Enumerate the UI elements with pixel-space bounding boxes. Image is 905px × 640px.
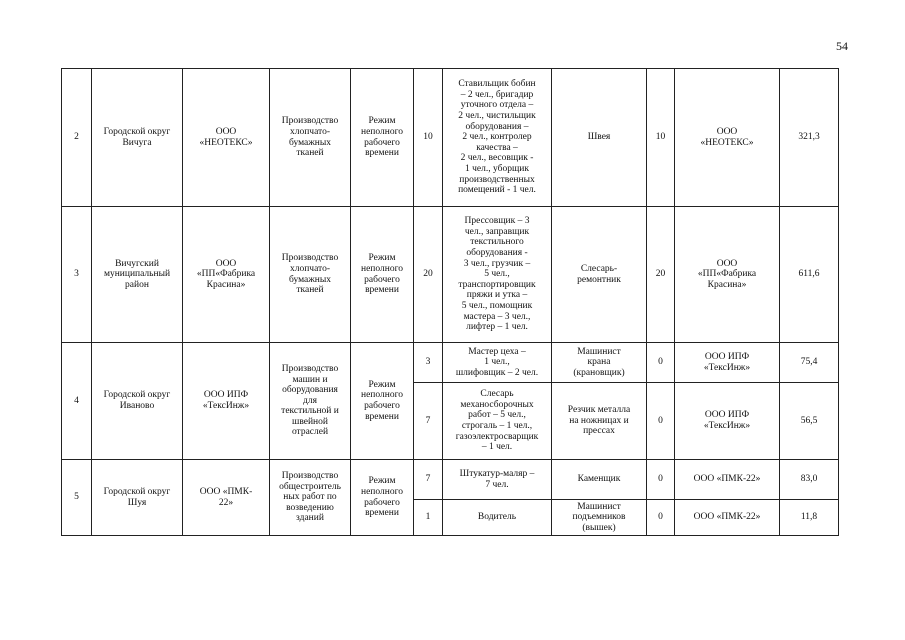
activity-cell-line: общестроитель <box>279 481 341 492</box>
training-org-cell-line: ООО ИПФ <box>704 351 750 362</box>
positions-cell-line: уточного отдела – <box>460 100 534 111</box>
profession-cell-line: Швея <box>587 132 611 143</box>
training-org-cell <box>675 460 780 500</box>
profession-cell <box>552 343 647 383</box>
district-cell-line: район <box>125 279 149 290</box>
positions-cell <box>443 343 552 383</box>
trainees-count-cell <box>647 500 675 536</box>
training-org-cell-line: Красина» <box>707 279 747 290</box>
work-mode-cell-line: Режим <box>368 116 396 127</box>
activity-cell-line: хлопчато- <box>289 126 330 137</box>
work-mode-cell-line: неполного <box>361 263 403 274</box>
work-mode-cell-line: неполного <box>361 486 403 497</box>
positions-cell-line: 5 чел., <box>484 269 510 280</box>
trainees-count-cell-line: 0 <box>658 415 663 426</box>
profession-cell-line: (вышек) <box>582 522 616 533</box>
trainees-count-cell-line: 0 <box>658 474 663 485</box>
training-org-cell-line: «ТексИнж» <box>703 362 751 373</box>
positions-cell-line: лифтер – 1 чел. <box>466 322 528 333</box>
training-org-cell-line: ООО <box>716 126 738 137</box>
trainees-count-cell <box>647 207 675 343</box>
positions-cell-line: – 1 чел. <box>481 442 513 453</box>
positions-cell-line: газоэлектросварщик <box>455 431 539 442</box>
activity-cell <box>270 460 351 536</box>
positions-cell-line: шлифовщик – 2 чел. <box>455 367 539 378</box>
workers-count-cell <box>414 460 443 500</box>
training-org-cell-line: «ТексИнж» <box>703 421 751 431</box>
workers-count-cell-line: 10 <box>423 132 433 143</box>
work-mode-cell-line: неполного <box>361 390 403 401</box>
training-org-cell <box>675 383 780 460</box>
organization-cell-line: ООО ИПФ <box>203 390 249 401</box>
work-mode-cell <box>351 343 414 460</box>
table-row <box>62 343 839 383</box>
work-mode-cell-line: Режим <box>368 379 396 390</box>
training-org-cell <box>675 207 780 343</box>
work-mode-cell-line: времени <box>365 411 399 422</box>
row-number-line: 4 <box>74 395 79 406</box>
workers-count-cell <box>414 383 443 460</box>
row-number-line: 2 <box>74 132 79 143</box>
training-org-cell-line: ООО «ПМК-22» <box>693 512 761 523</box>
activity-cell-line: текстильной и <box>281 406 339 417</box>
row-number <box>62 69 92 207</box>
activity-cell-line: ных работ по <box>283 492 337 503</box>
positions-cell <box>443 383 552 460</box>
positions-cell-line: текстильного <box>470 237 524 248</box>
positions-cell-line: помещений - 1 чел. <box>458 185 536 196</box>
amount-cell <box>780 343 839 383</box>
work-mode-cell <box>351 69 414 207</box>
activity-cell <box>270 69 351 207</box>
training-org-cell <box>675 343 780 383</box>
positions-cell-line: 2 чел., контролер <box>462 132 532 143</box>
organization-cell-line: «ПП«Фабрика <box>196 269 256 280</box>
trainees-count-cell <box>647 69 675 207</box>
positions-cell-line: 2 чел., чистильщик <box>458 111 536 122</box>
workers-count-cell-line: 1 <box>425 512 431 523</box>
amount-cell <box>780 460 839 500</box>
work-mode-cell-line: рабочего <box>364 497 400 508</box>
training-org-cell-line: ООО ИПФ <box>704 410 750 421</box>
table-row <box>62 69 839 207</box>
positions-cell-line: 2 чел., весовщик - <box>460 153 534 164</box>
organization-cell-line: 22» <box>218 497 234 508</box>
amount-cell-line: 321,3 <box>798 132 820 143</box>
profession-cell <box>552 207 647 343</box>
positions-cell-line: работ – 5 чел., <box>468 410 526 421</box>
district-cell <box>92 207 183 343</box>
positions-cell <box>443 500 552 536</box>
amount-cell-line: 75,4 <box>800 357 818 368</box>
activity-cell-line: тканей <box>296 285 324 296</box>
district-cell-line: Шуя <box>127 497 147 508</box>
district-cell <box>92 343 183 460</box>
positions-cell-line: механосборочных <box>460 399 534 410</box>
positions-cell <box>443 69 552 207</box>
district-cell-line: Вичуга <box>122 137 152 148</box>
activity-cell-line: Производство <box>281 363 339 374</box>
positions-cell-line: оборудования - <box>466 248 528 259</box>
training-org-cell-line: ООО «ПМК-22» <box>693 474 761 485</box>
positions-cell-line: Ставильщик бобин <box>458 79 536 90</box>
positions-cell-line: строгаль – 1 чел., <box>461 421 533 431</box>
workers-count-cell <box>414 343 443 383</box>
row-number <box>62 207 92 343</box>
organization-cell-line: Красина» <box>206 279 246 290</box>
trainees-count-cell <box>647 383 675 460</box>
positions-cell-line: чел., заправщик <box>464 226 530 237</box>
activity-cell-line: швейной <box>292 416 328 427</box>
workers-count-cell-line: 7 <box>425 474 431 485</box>
amount-cell-line: 56,5 <box>800 415 818 426</box>
positions-cell-line: оборудования – <box>465 121 529 132</box>
activity-cell-line: тканей <box>296 148 324 159</box>
district-cell-line: Вичугский <box>115 258 159 269</box>
profession-cell-line: Каменщик <box>577 474 621 485</box>
table-row <box>62 207 839 343</box>
positions-cell-line: мастера – 3 чел., <box>463 311 531 322</box>
trainees-count-cell-line: 0 <box>658 357 663 368</box>
work-mode-cell-line: времени <box>365 148 399 159</box>
work-mode-cell-line: времени <box>365 285 399 296</box>
activity-cell-line: возведению <box>286 502 334 513</box>
workers-count-cell <box>414 207 443 343</box>
district-cell-line: Городской округ <box>103 126 171 137</box>
organization-cell-line: ООО «ПМК- <box>199 486 253 497</box>
profession-cell-line: Машинист <box>577 346 621 357</box>
work-mode-cell-line: рабочего <box>364 274 400 285</box>
positions-cell-line: 7 чел. <box>485 479 509 490</box>
organization-cell-line: ООО <box>215 258 237 269</box>
activity-cell-line: Производство <box>281 116 339 127</box>
positions-cell-line: 1 чел., уборщик <box>465 163 529 174</box>
work-mode-cell-line: рабочего <box>364 401 400 411</box>
positions-cell-line: транспортировщик <box>458 279 536 290</box>
amount-cell-line: 611,6 <box>798 269 820 280</box>
amount-cell <box>780 207 839 343</box>
training-org-cell <box>675 500 780 536</box>
profession-cell <box>552 500 647 536</box>
activity-cell-line: машин и <box>292 374 328 385</box>
organization-cell-line: «ТексИнж» <box>202 401 250 411</box>
amount-cell <box>780 383 839 460</box>
activity-cell-line: оборудования <box>282 385 338 396</box>
positions-cell-line: Водитель <box>477 512 517 523</box>
work-mode-cell-line: времени <box>365 508 399 519</box>
activity-cell-line: хлопчато- <box>289 263 330 274</box>
profession-cell-line: Слесарь- <box>580 263 618 274</box>
profession-cell <box>552 383 647 460</box>
positions-cell-line: 3 чел., грузчик – <box>463 258 531 269</box>
district-cell-line: муниципальный <box>103 269 171 280</box>
organization-cell-line: ООО <box>215 126 237 137</box>
positions-cell-line: 1 чел., <box>484 357 510 368</box>
profession-cell <box>552 460 647 500</box>
workers-count-cell <box>414 500 443 536</box>
work-mode-cell-line: неполного <box>361 126 403 137</box>
work-mode-cell-line: Режим <box>368 253 396 264</box>
training-org-cell <box>675 69 780 207</box>
district-cell-line: Городской округ <box>103 390 171 401</box>
trainees-count-cell-line: 0 <box>658 512 663 523</box>
row-number <box>62 343 92 460</box>
profession-cell-line: ремонтник <box>577 274 621 285</box>
work-mode-cell-line: рабочего <box>364 137 400 148</box>
activity-cell <box>270 343 351 460</box>
trainees-count-cell <box>647 460 675 500</box>
activity-cell-line: Производство <box>281 471 339 482</box>
training-org-cell-line: «ПП«Фабрика <box>697 269 757 280</box>
row-number-line: 5 <box>74 492 79 503</box>
workers-count-cell <box>414 69 443 207</box>
district-cell-line: Иваново <box>119 401 155 411</box>
table-row <box>62 460 839 500</box>
row-number <box>62 460 92 536</box>
profession-cell-line: (крановщик) <box>573 367 625 378</box>
positions-cell-line: пряжи и утка – <box>466 290 528 301</box>
work-mode-cell <box>351 207 414 343</box>
positions-cell-line: Штукатур-маляр – <box>459 468 535 479</box>
district-cell-line: Городской округ <box>103 486 171 497</box>
positions-cell-line: – 2 чел., бригадир <box>460 89 534 100</box>
amount-cell-line: 83,0 <box>800 474 818 485</box>
positions-cell-line: 5 чел., помощник <box>461 300 533 311</box>
activity-cell-line: зданий <box>296 513 324 524</box>
profession-cell-line: подъемников <box>572 512 626 523</box>
profession-cell <box>552 69 647 207</box>
trainees-count-cell <box>647 343 675 383</box>
profession-cell-line: прессах <box>583 426 615 437</box>
amount-cell <box>780 500 839 536</box>
positions-cell-line: качества – <box>476 142 518 153</box>
positions-cell-line: Прессовщик – 3 <box>464 216 530 227</box>
page-number: 54 <box>836 39 848 53</box>
activity-cell-line: для <box>303 395 317 406</box>
district-cell <box>92 69 183 207</box>
work-mode-cell <box>351 460 414 536</box>
activity-cell-line: бумажных <box>288 137 332 148</box>
workers-count-cell-line: 20 <box>423 269 433 280</box>
organization-cell <box>183 460 270 536</box>
training-org-cell-line: «НЕОТЕКС» <box>700 137 754 148</box>
trainees-count-cell-line: 20 <box>655 269 666 280</box>
positions-cell <box>443 460 552 500</box>
activity-cell-line: Производство <box>281 253 339 264</box>
activity-cell-line: отраслей <box>291 427 329 438</box>
district-cell <box>92 460 183 536</box>
amount-cell-line: 11,8 <box>800 512 818 523</box>
organization-cell <box>183 343 270 460</box>
trainees-count-cell-line: 10 <box>655 132 666 143</box>
positions-cell-line: Мастер цеха – <box>468 346 526 357</box>
amount-cell <box>780 69 839 207</box>
positions-cell-line: Слесарь <box>480 389 514 400</box>
profession-cell-line: Машинист <box>577 501 621 512</box>
activity-cell <box>270 207 351 343</box>
organization-cell <box>183 207 270 343</box>
activity-cell-line: бумажных <box>288 274 332 285</box>
profession-cell-line: крана <box>587 357 611 368</box>
profession-cell-line: на ножницах и <box>569 415 629 426</box>
positions-cell-line: производственных <box>459 174 535 185</box>
workers-count-cell-line: 3 <box>425 357 431 368</box>
work-mode-cell-line: Режим <box>368 476 396 487</box>
organization-cell <box>183 69 270 207</box>
row-number-line: 3 <box>74 269 79 280</box>
profession-cell-line: Резчик металла <box>567 405 631 416</box>
organization-cell-line: «НЕОТЕКС» <box>199 137 253 148</box>
training-org-cell-line: ООО <box>716 258 738 269</box>
enterprise-table <box>61 68 839 536</box>
positions-cell <box>443 207 552 343</box>
table-body <box>62 69 839 536</box>
workers-count-cell-line: 7 <box>425 415 431 426</box>
